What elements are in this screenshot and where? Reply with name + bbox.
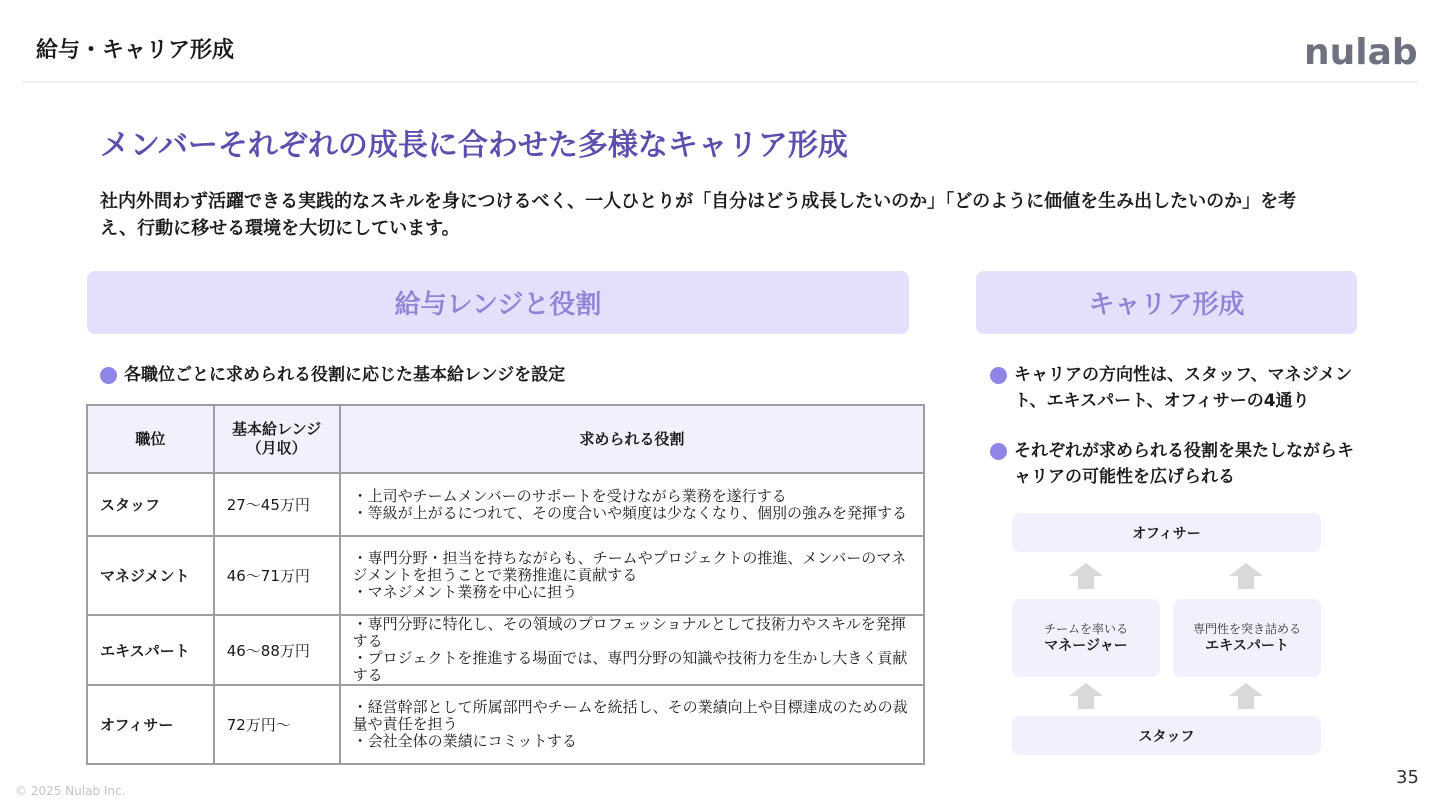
- role-line: ・上司やチームメンバーのサポートを受けながら業務を遂行する: [352, 486, 787, 505]
- header-position: 職位: [87, 405, 214, 473]
- position-cell: マネジメント: [87, 536, 214, 615]
- page-number: 35: [1396, 767, 1419, 788]
- expert-sub-label: 専門性を突き詰める: [1192, 621, 1301, 636]
- career-bullet: [990, 362, 1360, 414]
- expert-label: エキスパート: [1205, 637, 1289, 654]
- manager-label: マネージャー: [1044, 637, 1128, 654]
- role-line: ・会社全体の業績にコミットする: [352, 732, 577, 750]
- salary-bullet-text: 各職位ごとに求められる役割に応じた基本給レンジを設定: [124, 365, 566, 385]
- roles-cell: [340, 536, 924, 615]
- roles-cell: [340, 473, 924, 536]
- career-node-staff: [1012, 716, 1321, 755]
- officer-label: オフィサー: [1132, 525, 1201, 542]
- header-salary-range: 基本給レンジ（月収）: [214, 405, 340, 473]
- role-line: ・経営幹部として所属部門やチームを統括し、その業績向上や目標達成のための裁量や責任を担う: [352, 698, 908, 733]
- table-header-row: [87, 405, 924, 473]
- svg-text:nulab: nulab: [1304, 32, 1418, 72]
- arrow-up-icon: [1069, 683, 1103, 709]
- range-cell: 46〜71万円: [214, 536, 340, 615]
- position-cell: オフィサー: [87, 685, 214, 764]
- lead-paragraph: 社内外問わず活躍できる実践的なスキルを身につけるべく、一人ひとりが「自分はどう成長したいのか」「どのように価値を生み出したいのか」を考え、行動に移せる環境を大切にしています。: [100, 191, 1297, 239]
- arrow-up-icon: [1229, 683, 1263, 709]
- career-bullet: [990, 438, 1360, 490]
- career-bullet-text: キャリアの方向性は、スタッフ、マネジメント、エキスパート、オフィサーの4通り: [1014, 365, 1353, 411]
- header-roles: 求められる役割: [340, 405, 924, 473]
- table-row: [87, 536, 924, 615]
- role-line: ・等級が上がるにつれて、その度合いや頻度は少なくなり、個別の強みを発揮する: [352, 503, 908, 522]
- page-title: 給与・キャリア形成: [36, 38, 235, 63]
- career-section-header: キャリア形成: [976, 271, 1357, 334]
- table-row: [87, 473, 924, 536]
- table-row: [87, 685, 924, 764]
- manager-sub-label: チームを率いる: [1043, 621, 1128, 636]
- salary-section-header: 給与レンジと役割: [87, 271, 909, 334]
- position-cell: エキスパート: [87, 615, 214, 685]
- range-cell: 46〜88万円: [214, 615, 340, 685]
- career-bullet-text: それぞれが求められる役割を果たしながらキャリアの可能性を広げられる: [1014, 441, 1354, 487]
- role-line: ・専門分野・担当を持ちながらも、チームやプロジェクトの推進、メンバーのマネジメントを担うことで業務推進に貢献する: [352, 549, 907, 584]
- nulab-logo: [1300, 28, 1424, 72]
- range-cell: 72万円〜: [214, 685, 340, 764]
- bullet-dot-icon: [990, 367, 1007, 384]
- career-node-manager: [1012, 599, 1160, 677]
- roles-cell: [340, 615, 924, 685]
- header-divider: [22, 81, 1418, 83]
- salary-role-table: [86, 404, 925, 765]
- position-cell: スタッフ: [87, 473, 214, 536]
- copyright: © 2025 Nulab Inc.: [15, 784, 126, 798]
- bullet-dot-icon: [990, 443, 1007, 460]
- role-line: ・マネジメント業務を中心に担う: [352, 583, 578, 601]
- career-node-expert: [1173, 599, 1321, 677]
- roles-cell: [340, 685, 924, 764]
- table-row: [87, 615, 924, 685]
- bullet-dot-icon: [100, 367, 117, 384]
- career-node-officer: [1012, 513, 1321, 552]
- arrow-up-icon: [1069, 563, 1103, 589]
- range-cell: 27〜45万円: [214, 473, 340, 536]
- role-line: ・プロジェクトを推進する場面では、専門分野の知識や技術力を生かし大きく貢献する: [352, 649, 908, 684]
- salary-bullet: [100, 362, 900, 388]
- staff-label: スタッフ: [1138, 728, 1195, 745]
- role-line: ・専門分野に特化し、その領域のプロフェッショナルとして技術力やスキルを発揮する: [352, 615, 906, 650]
- headline: メンバーそれぞれの成長に合わせた多様なキャリア形成: [100, 128, 848, 163]
- arrow-up-icon: [1229, 563, 1263, 589]
